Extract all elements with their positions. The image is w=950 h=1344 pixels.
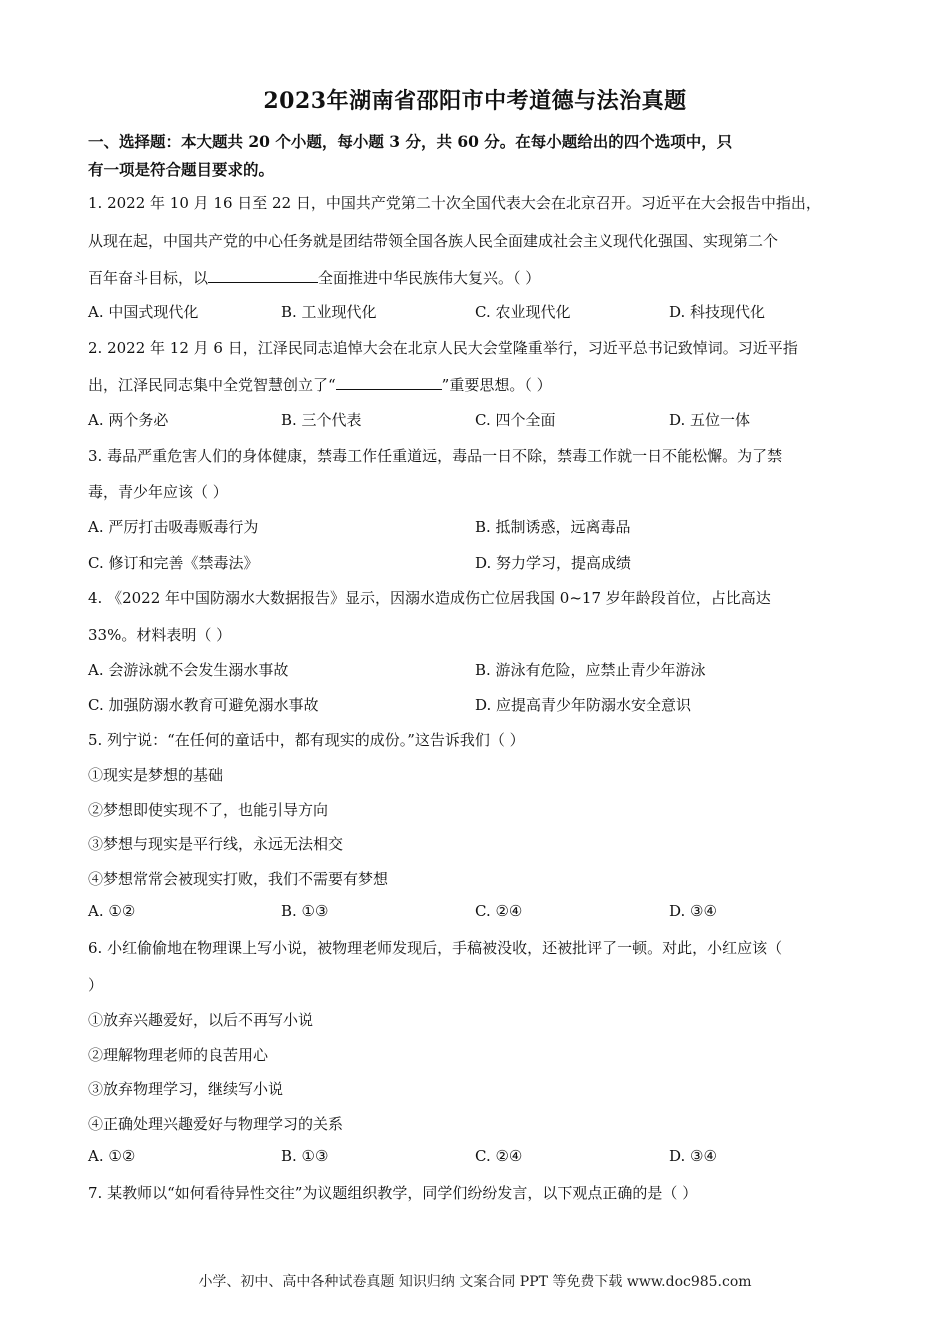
question-4-option-d: D. 应提高青少年防溺水安全意识 (475, 696, 692, 714)
question-1-text-part: 百年奋斗目标，以 (88, 269, 209, 287)
question-2-option-b: B. 三个代表 (281, 411, 362, 429)
answer-blank (208, 268, 318, 283)
question-3-text: 3. 毒品严重危害人们的身体健康，禁毒工作任重道远，毒品一日不除，禁毒工作就一日不能松懈。为了禁 (88, 447, 783, 465)
question-1-option-d: D. 科技现代化 (669, 303, 766, 321)
page-title: 2023年湖南省邵阳市中考道德与法治真题 (263, 88, 687, 114)
question-5-statement-2: ②梦想即使实现不了，也能引导方向 (88, 801, 329, 819)
question-1-option-b: B. 工业现代化 (281, 303, 377, 321)
question-4-option-c: C. 加强防溺水教育可避免溺水事故 (88, 696, 319, 714)
question-6-statement-2: ②理解物理老师的良苦用心 (88, 1046, 269, 1064)
page-footer: 小学、初中、高中各种试卷真题 知识归纳 文案合同 PPT 等免费下载 www.doc985.com (198, 1274, 752, 1290)
question-1-text: 1. 2022 年 10 月 16 日至 22 日，中国共产党第二十次全国代表大会在北京召开。习近平在大会报告中指出， (88, 194, 821, 212)
question-6-statement-1: ①放弃兴趣爱好，以后不再写小说 (88, 1011, 314, 1029)
question-4-text: 4. 《2022 年中国防溺水大数据报告》显示，因溺水造成伤亡位居我国 0~17 岁年龄段首位，占比高达 (88, 589, 771, 607)
section-heading-line: 一、选择题：本大题共 20 个小题，每小题 3 分，共 60 分。在每小题给出的四个选项中，只 (88, 132, 733, 151)
question-2-text (88, 374, 552, 395)
question-5-option-b: B. ①③ (281, 902, 329, 920)
question-3-option-b: B. 抵制诱惑，远离毒品 (475, 518, 631, 536)
question-1-text (88, 267, 540, 288)
question-5-option-a: A. ①② (88, 902, 136, 920)
question-6-text: 6. 小红偷偷地在物理课上写小说，被物理老师发现后，手稿被没收，还被批评了一顿。对此，小红应该（ (88, 939, 783, 957)
question-2-text: 2. 2022 年 12 月 6 日，江泽民同志追悼大会在北京人民大会堂隆重举行，习近平总书记致悼词。习近平指 (88, 339, 798, 357)
question-4-option-b: B. 游泳有危险，应禁止青少年游泳 (475, 661, 706, 679)
question-6-option-b: B. ①③ (281, 1147, 329, 1165)
question-1-option-a: A. 中国式现代化 (88, 303, 199, 321)
question-2-text-part: 出，江泽民同志集中全党智慧创立了“ (88, 376, 336, 394)
question-1-option-c: C. 农业现代化 (475, 303, 571, 321)
question-7-text: 7. 某教师以“如何看待异性交往”为议题组织教学，同学们纷纷发言，以下观点正确的是（ ） (88, 1184, 698, 1202)
question-2-text-part: ”重要思想。（ ） (441, 376, 552, 394)
question-2-option-c: C. 四个全面 (475, 411, 556, 429)
question-5-text: 5. 列宁说：“在任何的童话中，都有现实的成份。”这告诉我们（ ） (88, 731, 525, 749)
question-1-text: 从现在起，中国共产党的中心任务就是团结带领全国各族人民全面建成社会主义现代化强国、实现第二个 (88, 232, 779, 250)
question-5-statement-1: ①现实是梦想的基础 (88, 766, 224, 784)
question-6-option-a: A. ①② (88, 1147, 136, 1165)
question-6-option-d: D. ③④ (669, 1147, 717, 1165)
question-5-statement-3: ③梦想与现实是平行线，永远无法相交 (88, 835, 344, 853)
question-3-option-d: D. 努力学习，提高成绩 (475, 554, 632, 572)
question-6-option-c: C. ②④ (475, 1147, 523, 1165)
question-3-option-a: A. 严厉打击吸毒贩毒行为 (88, 518, 259, 536)
section-heading (88, 128, 868, 184)
question-5-statement-4: ④梦想常常会被现实打败，我们不需要有梦想 (88, 870, 389, 888)
section-heading-line: 有一项是符合题目要求的。 (88, 160, 275, 179)
question-4-option-a: A. 会游泳就不会发生溺水事故 (88, 661, 289, 679)
question-3-text: 毒，青少年应该（ ） (88, 483, 228, 501)
question-2-option-d: D. 五位一体 (669, 411, 751, 429)
question-3-option-c: C. 修订和完善《禁毒法》 (88, 554, 259, 572)
question-4-text: 33%。材料表明（ ） (88, 626, 232, 644)
question-6-text: ） (88, 976, 104, 994)
question-2-option-a: A. 两个务必 (88, 411, 169, 429)
question-6-statement-4: ④正确处理兴趣爱好与物理学习的关系 (88, 1115, 344, 1133)
question-5-option-d: D. ③④ (669, 902, 717, 920)
answer-blank (336, 375, 442, 390)
question-6-statement-3: ③放弃物理学习，继续写小说 (88, 1080, 284, 1098)
question-5-option-c: C. ②④ (475, 902, 523, 920)
question-1-text-part: 全面推进中华民族伟大复兴。（ ） (318, 269, 541, 287)
